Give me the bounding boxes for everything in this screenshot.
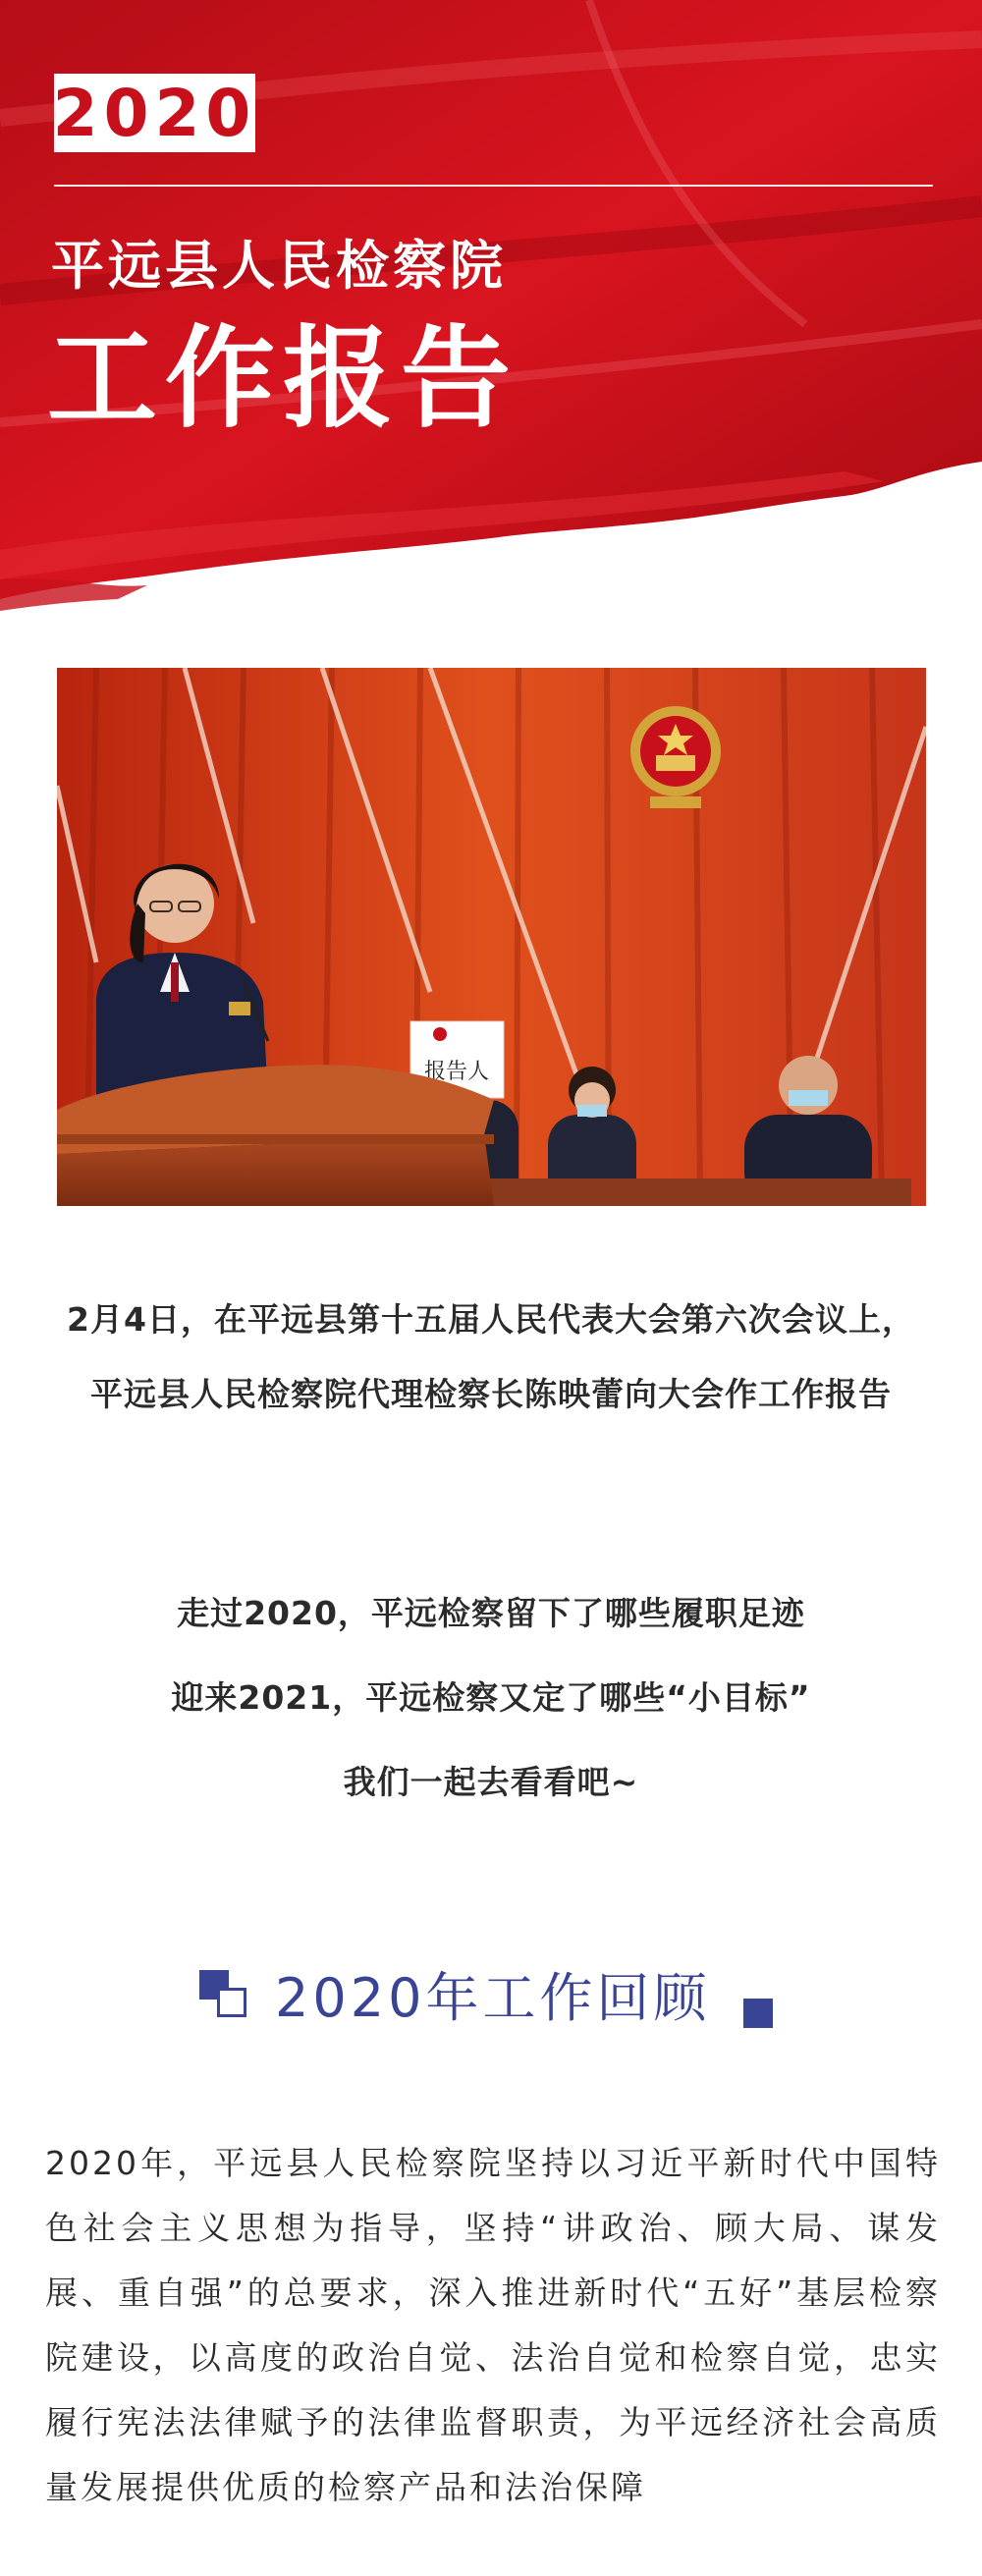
caption-line-2: 平远县人民检察院代理检察长陈映蕾向大会作工作报告 (90, 1375, 892, 1413)
header-banner (0, 0, 982, 629)
year-text: 2020 (52, 75, 257, 151)
meeting-photo (57, 668, 926, 1206)
section-heading (0, 1964, 982, 2043)
section-title: 2020年工作回顾 (275, 1967, 711, 2029)
header-divider (54, 185, 933, 187)
intro-line-3: 我们一起去看看吧~ (343, 1763, 639, 1801)
speaker-at-podium-image (57, 668, 926, 1206)
intro-line-1: 走过2020，平远检察留下了哪些履职足迹 (177, 1594, 805, 1632)
caption-line-1: 2月4日，在平远县第十五届人民代表大会第六次会议上， (67, 1300, 915, 1339)
photo-caption (0, 1283, 982, 1432)
year-badge (54, 74, 255, 152)
work-review-paragraph: 2020年，平远县人民检察院坚持以习近平新时代中国特色社会主义思想为指导，坚持“讲政治、顾大局、谋发展、重自强”的总要求，深入推进新时代“五好”基层检察院建设，以高度的政治自觉、法治自觉和检察自觉，忠实履行宪法法律赋予的法律监督职责，为平远经济社会高质量发展提供优质的检察产品和法治保障 (45, 2144, 941, 2506)
overlapping-squares-icon (199, 1970, 250, 2019)
lectern-sign-text: 报告人 (423, 1060, 490, 1084)
organization-name: 平远县人民检察院 (51, 234, 507, 297)
intro-line-2: 迎来2021，平远检察又定了哪些“小目标” (171, 1678, 811, 1717)
report-title: 工作报告 (47, 314, 518, 443)
square-icon (743, 1999, 773, 2028)
intro-text (0, 1571, 982, 1825)
